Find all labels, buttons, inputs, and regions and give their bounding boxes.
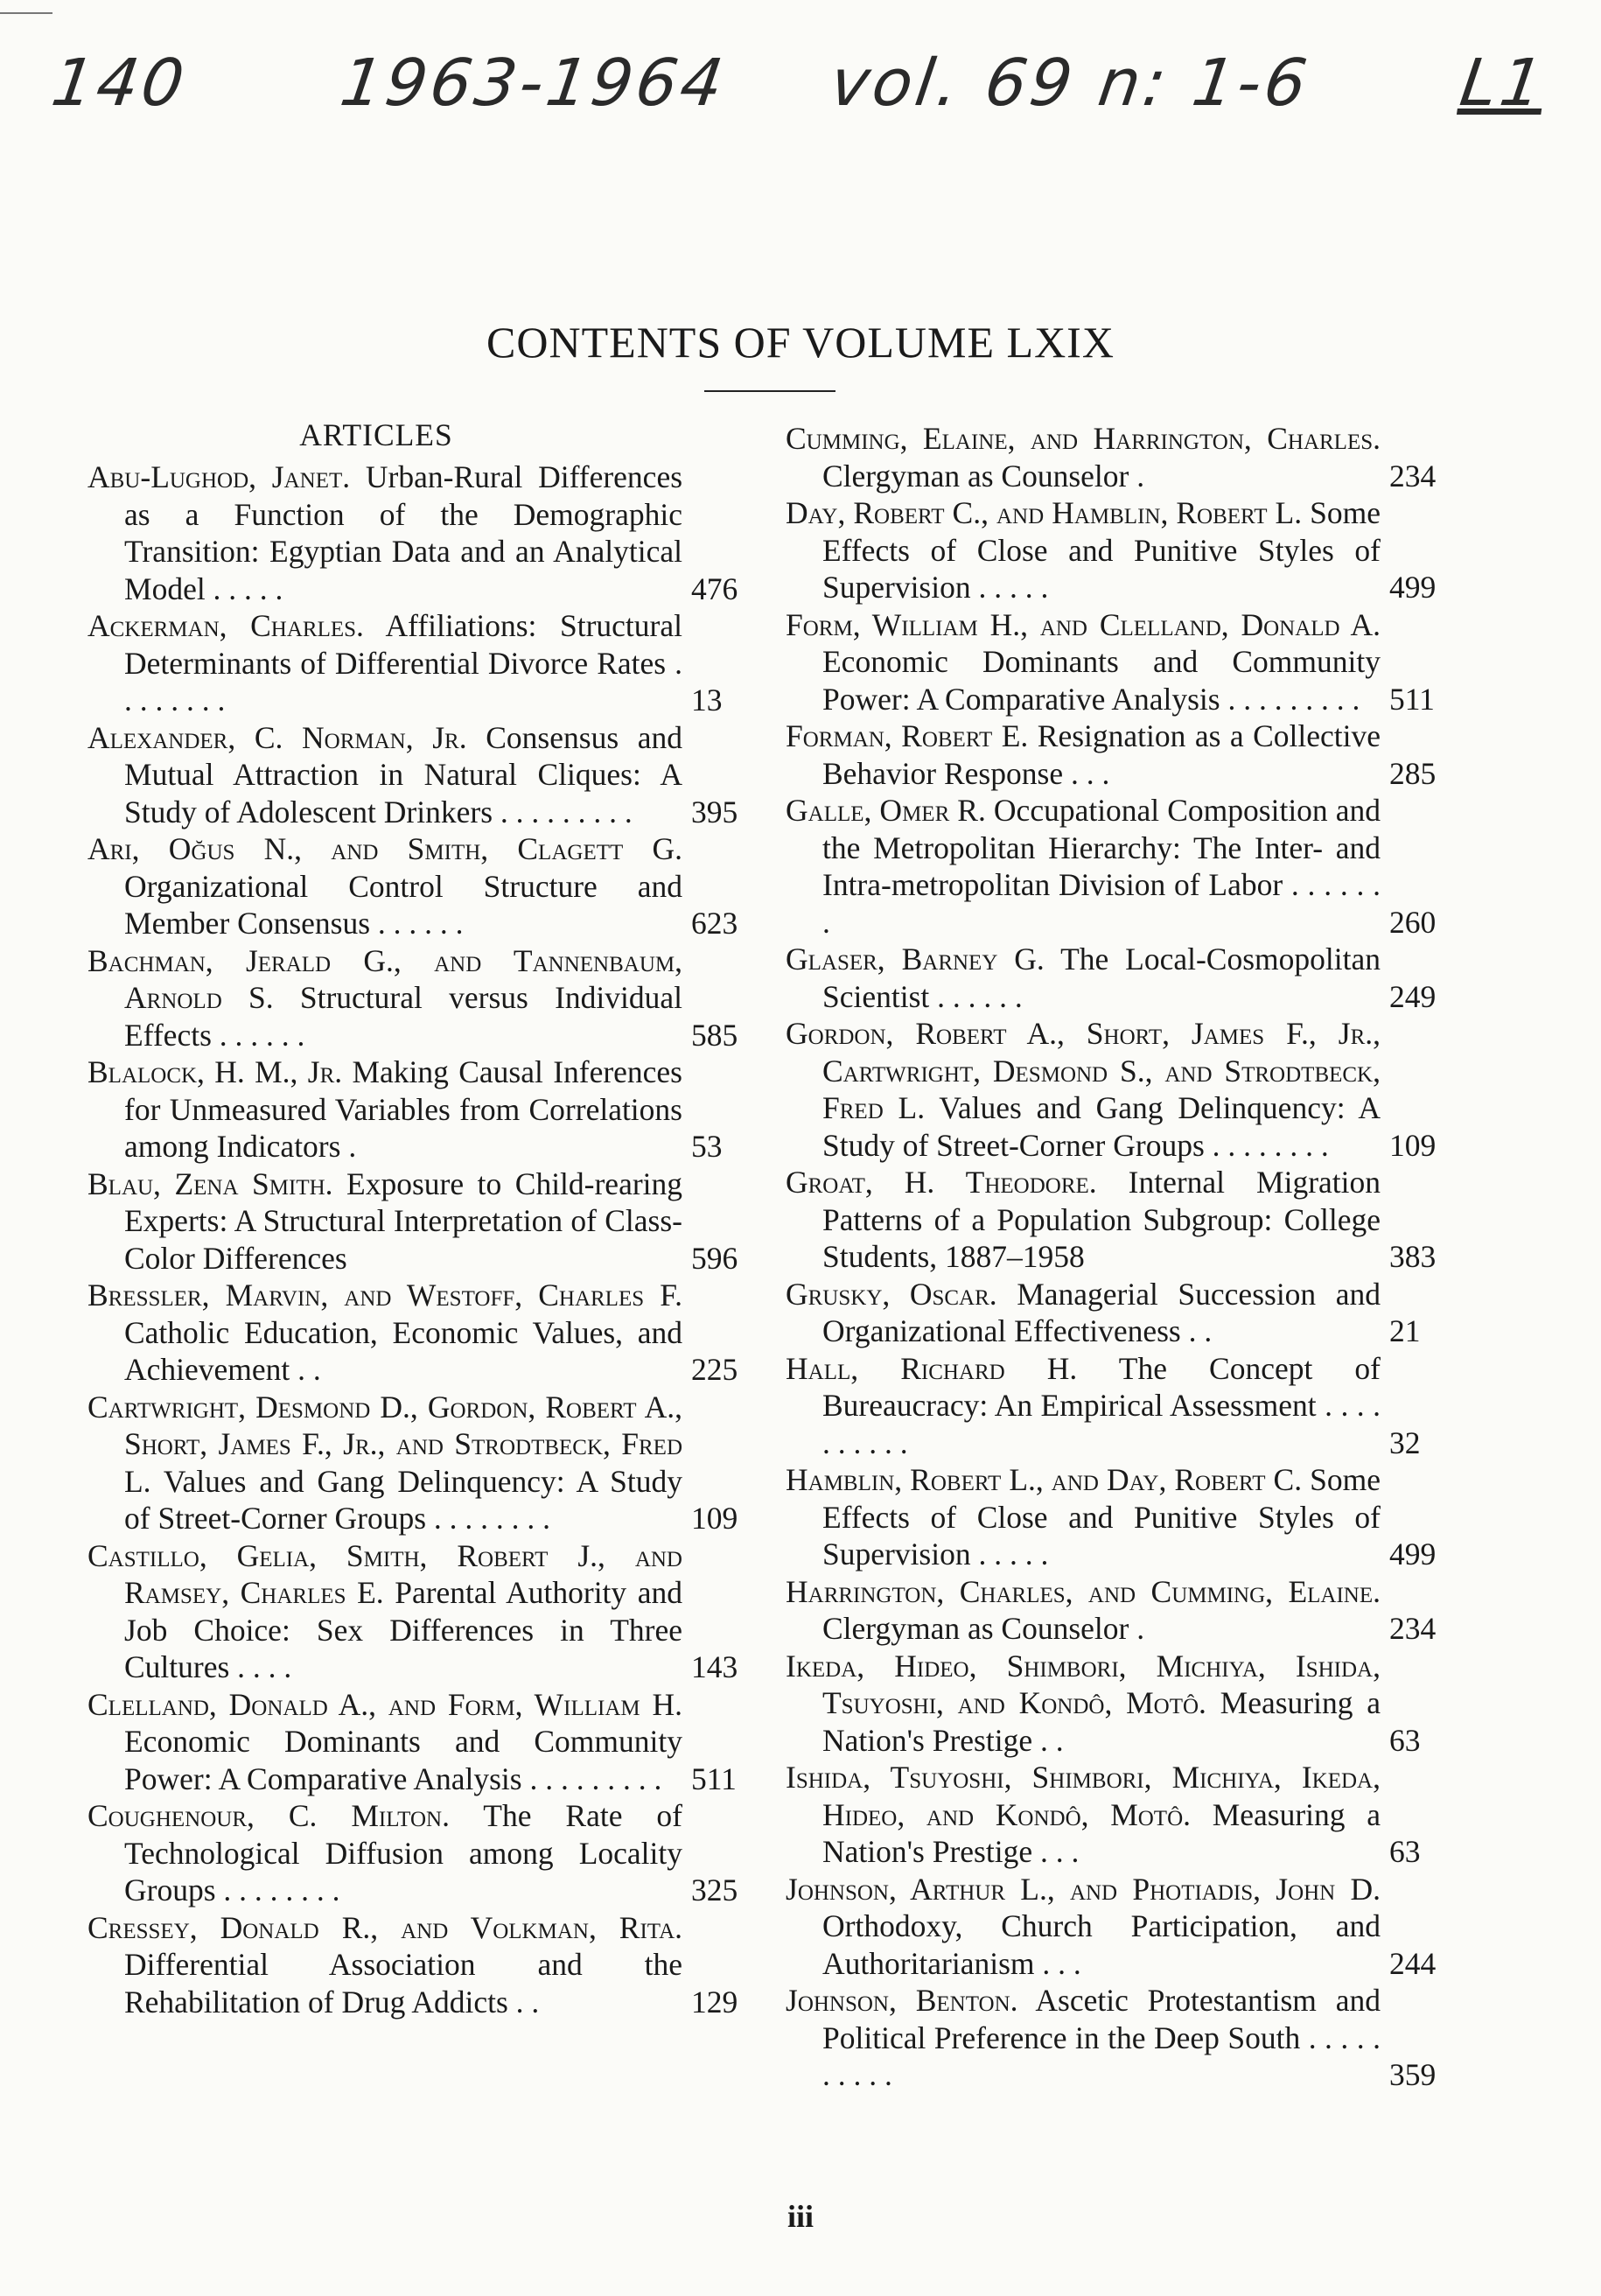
toc-entry [786,1276,1468,1350]
entry-authors: Harrington, Charles, and Cumming, Elaine. [786,1573,1381,1609]
entry-page-number: 511 [691,1760,737,1796]
toc-entry [87,1686,770,1798]
entry-title: Making Causal Inferences for Unmeasured Variables from Correlations among Indicators . [124,1054,682,1164]
entry-authors: Glaser, Barney G. [786,942,1045,976]
entry-title: Measuring a Nation's Prestige . . [822,1685,1381,1758]
entry-title: Consensus and Mutual Attraction in Natural Cliques: A Study of Adolescent Drinkers . . . . . . . . . [124,719,683,830]
entry-authors: Form, William H., and Clelland, Donald A. [786,606,1381,642]
toc-entry [87,1166,770,1278]
entry-title: Some Effects of Close and Punitive Styles of Supervision . . . . . [822,495,1381,605]
entry-authors: Hamblin, Robert L., and Day, Robert C. [786,1462,1303,1497]
left-entry-list [87,458,770,2020]
entry-authors: Cressey, Donald R., and Volkman, Rita. [87,1909,682,1945]
toc-entry [786,1759,1468,1871]
toc-entry [87,458,770,607]
entry-title: Economic Dominants and Community Power: A Comparative Analysis . . . . . . . . . [822,644,1381,717]
entry-authors: Johnson, Benton. [786,1983,1018,2018]
entry-authors: Cartwright, Desmond D., Gordon, Robert A., Short, James F., Jr., and Strodtbeck, Fred L. [87,1389,682,1499]
title-rule [704,390,835,392]
entry-page-number: 596 [691,1240,738,1276]
entry-page-number: 13 [691,682,723,718]
toc-entry [786,1982,1468,2094]
entry-page-number: 499 [1389,570,1437,605]
entry-page-number: 285 [1389,755,1437,791]
entry-title: Some Effects of Close and Punitive Styles of Supervision . . . . . [822,1462,1381,1572]
handwritten-catalog-number: 140 [46,46,192,121]
entry-authors: Johnson, Arthur L., and Photiadis, John D. [786,1871,1381,1907]
entry-page-number: 511 [1389,681,1435,717]
toc-entry [87,1389,770,1537]
toc-entry [87,1909,770,2021]
toc-entry [786,1573,1468,1648]
toc-entry [786,941,1468,1015]
toc-entry [786,792,1468,941]
right-entry-list [786,420,1468,2094]
entry-authors: Groat, H. Theodore. [786,1165,1097,1200]
entry-authors: Bachman, Jerald G., and Tannenbaum, Arnold S. [87,942,682,1015]
entry-title: Clergyman as Counselor . [822,458,1145,494]
entry-title: Differential Association and the Rehabilitation of Drug Addicts . . [124,1947,682,2020]
entry-title: The Rate of Technological Diffusion among Locality Groups . . . . . . . . [124,1798,682,1908]
entry-title: Occupational Composition and the Metropolitan Hierarchy: The Inter- and Intra-metropolitan Division of Labor . . . . . . . [822,793,1381,940]
entry-authors: Abu-Lughod, Janet. [87,459,351,494]
entry-page-number: 32 [1389,1424,1421,1460]
corner-mark [0,0,52,14]
toc-entry [786,1648,1468,1760]
entry-title: Ascetic Protestantism and Political Preference in the Deep South . . . . . . . . . . [822,1983,1381,2092]
entry-authors: Forman, Robert E. [786,718,1029,753]
right-column [786,420,1468,2094]
entry-authors: Ackerman, Charles. [87,608,364,643]
handwritten-years: 1963-1964 [335,46,731,121]
entry-title: Structural versus Individual Effects . . . . . . [124,980,682,1053]
handwritten-shelf-mark: L1 [1455,46,1551,121]
section-heading: ARTICLES [299,417,453,452]
entry-title: The Local-Cosmopolitan Scientist . . . . . . [822,942,1381,1014]
entry-authors: Alexander, C. Norman, Jr. [87,719,467,755]
entry-title: Orthodoxy, Church Participation, and Authoritarianism . . . [822,1908,1381,1981]
handwritten-annotation [46,46,1557,150]
entry-title: Resignation as a Collective Behavior Response . . . [822,718,1381,791]
entry-authors: Hall, Richard H. [786,1350,1078,1386]
toc-entry [786,1461,1468,1573]
left-column [87,416,770,2020]
entry-page-number: 21 [1389,1313,1421,1348]
entry-title: Exposure to Child-rearing Experts: A Structural Interpretation of Class-Color Differences [124,1166,683,1276]
entry-title: Clergyman as Counselor . [822,1611,1145,1646]
toc-entry [87,942,770,1054]
entry-page-number: 244 [1389,1945,1437,1981]
entry-authors: Blau, Zena Smith. [87,1166,333,1201]
entry-authors: Cumming, Elaine, and Harrington, Charles. [786,421,1381,456]
entry-authors: Ishida, Tsuyoshi, Shimbori, Michiya, Ikeda, Hideo, and Kondô, Motô. [786,1760,1381,1832]
entry-page-number: 63 [1389,1722,1421,1758]
entry-page-number: 53 [691,1129,723,1164]
entry-title: Measuring a Nation's Prestige . . . [822,1796,1381,1869]
toc-entry [87,607,770,719]
entry-page-number: 234 [1389,1611,1437,1646]
entry-authors: Bressler, Marvin, and Westoff, Charles F. [87,1278,682,1312]
entry-title: Urban-Rural Differences as a Function of the Demographic Transition: Egyptian Data and an Analytical Model . . . . . [124,459,683,606]
entry-title: Economic Dominants and Community Power: A Comparative Analysis . . . . . . . . . [124,1724,682,1796]
entry-authors: Castillo, Gelia, Smith, Robert J., and Ramsey, Charles E. [87,1537,682,1610]
entry-authors: Gordon, Robert A., Short, James F., Jr., Cartwright, Desmond S., and Strodtbeck, Fred L. [786,1016,1381,1125]
toc-entry [87,830,770,942]
toc-entry [786,718,1468,792]
toc-entry [87,1054,770,1166]
entry-authors: Grusky, Oscar. [786,1276,997,1312]
page-title: CONTENTS OF VOLUME LXIX [486,318,1115,367]
entry-title: Affiliations: Structural Determinants of Differential Divorce Rates . . . . . . . . [124,608,682,718]
toc-entry [87,1537,770,1686]
entry-page-number: 260 [1389,904,1437,940]
toc-entry [786,1350,1468,1462]
entry-page-number: 476 [691,570,738,606]
entry-authors: Ikeda, Hideo, Shimbori, Michiya, Ishida, Tsuyoshi, and Kondô, Motô. [786,1648,1381,1720]
toc-entry [87,719,770,831]
entry-title: Organizational Control Structure and Member Consensus . . . . . . [124,868,682,941]
entry-page-number: 63 [1389,1834,1421,1869]
toc-entry [786,1164,1468,1276]
toc-entry [786,420,1468,494]
entry-authors: Blalock, H. M., Jr. [87,1054,343,1089]
entry-page-number: 499 [1389,1536,1437,1572]
entry-page-number: 225 [691,1352,738,1387]
entry-page-number: 395 [691,794,738,830]
entry-page-number: 234 [1389,458,1437,494]
page-folio: iii [787,2199,814,2234]
toc-entry [786,1015,1468,1164]
handwritten-volume: vol. 69 n: 1-6 [825,46,1315,121]
toc-entry [786,1871,1468,1983]
entry-title: Values and Gang Delinquency: A Study of Street-Corner Groups . . . . . . . . [822,1090,1381,1163]
entry-page-number: 109 [691,1501,738,1536]
entry-title: Internal Migration Patterns of a Population Subgroup: College Students, 1887–1958 [822,1165,1381,1274]
entry-page-number: 249 [1389,978,1437,1014]
entry-title: Managerial Succession and Organizational Effectiveness . . [822,1276,1381,1348]
entry-authors: Clelland, Donald A., and Form, William H. [87,1686,682,1722]
toc-entry [87,1277,770,1389]
entry-title: Parental Authority and Job Choice: Sex Differences in Three Cultures . . . . [124,1575,682,1684]
toc-entry [786,606,1468,718]
entry-authors: Ari, Oğus N., and Smith, Clagett G. [87,831,682,866]
entry-page-number: 129 [691,1984,738,2020]
entry-authors: Day, Robert C., and Hamblin, Robert L. [786,495,1303,530]
entry-page-number: 623 [691,906,738,941]
toc-entry [87,1797,770,1909]
entry-page-number: 383 [1389,1239,1437,1274]
toc-entry [786,494,1468,606]
entry-title: Values and Gang Delinquency: A Study of Street-Corner Groups . . . . . . . . [124,1463,683,1536]
entry-title: The Concept of Bureaucracy: An Empirical Assessment . . . . . . . . . . [822,1350,1381,1460]
entry-authors: Galle, Omer R. [786,793,986,828]
entry-page-number: 325 [691,1872,738,1908]
entry-page-number: 585 [691,1017,738,1053]
entry-page-number: 109 [1389,1127,1437,1163]
entry-authors: Coughenour, C. Milton. [87,1798,450,1833]
entry-title: Catholic Education, Economic Values, and Achievement . . [124,1314,682,1387]
entry-page-number: 143 [691,1649,738,1684]
entry-page-number: 359 [1389,2057,1437,2092]
